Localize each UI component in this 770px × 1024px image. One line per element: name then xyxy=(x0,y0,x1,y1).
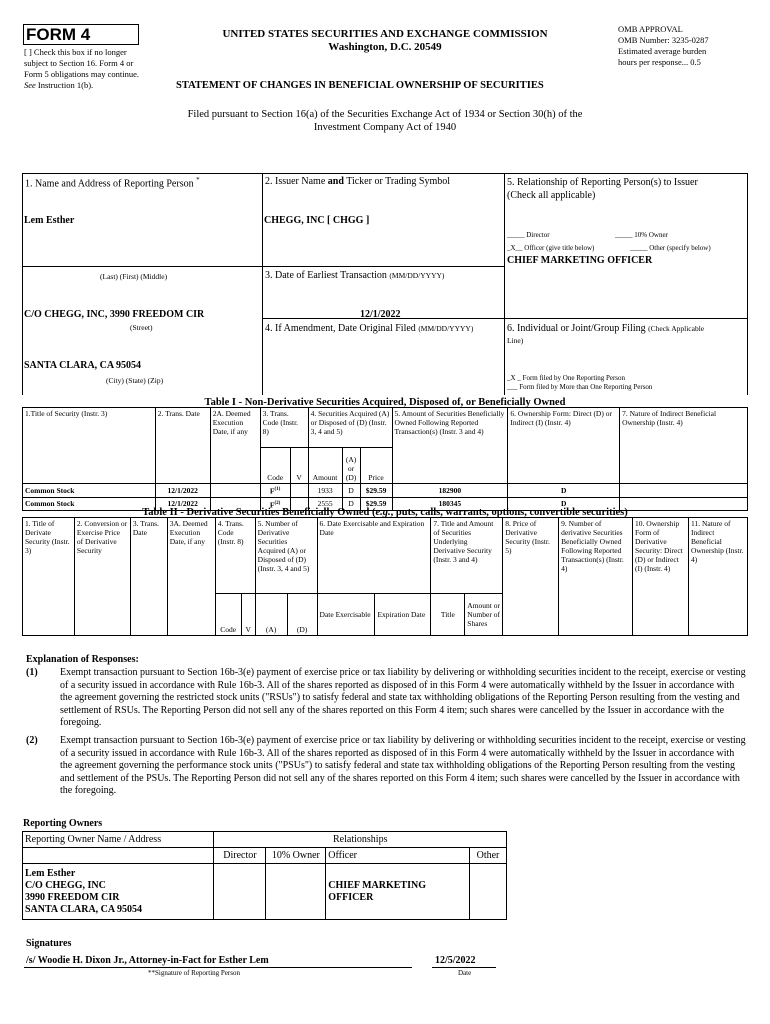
owner-line-2: C/O CHEGG, INC xyxy=(25,879,106,891)
table-row xyxy=(23,864,507,920)
director-option: _____ Director xyxy=(507,231,550,239)
table2-title-b: , puts, calls, warrants, options, convertible securities) xyxy=(390,507,628,518)
t1-r0-code-value: F xyxy=(269,486,275,496)
owners-col-director: Director xyxy=(214,848,266,864)
table2-title-eg: e.g. xyxy=(375,507,391,518)
t1-r0-deemed xyxy=(210,484,260,498)
t1-r0-date: 12/1/2022 xyxy=(155,484,210,498)
box6-label-note2: Line) xyxy=(507,336,524,345)
t2-h-owned: 9. Number of derivative Securities Beneficially Owned Following Reported Transaction(s) (Instr. 4) xyxy=(559,518,633,636)
owner-address xyxy=(23,864,214,920)
box6-label-text: 6. Individual or Joint/Group Filing xyxy=(507,323,646,334)
table-row xyxy=(23,484,748,498)
t1-r0-price: $29.59 xyxy=(360,484,392,498)
t2-h-number: 5. Number of Derivative Securities Acquired (A) or Disposed of (D) (Instr. 3, 4 and 5) xyxy=(255,518,317,594)
top-box-border xyxy=(22,173,748,174)
t2-h-code: 4. Trans. Code (Instr. 8) xyxy=(215,518,255,594)
officer-title: CHIEF MARKETING OFFICER xyxy=(507,255,653,266)
t1-r1-date: 12/1/2022 xyxy=(155,497,210,511)
owners-col-name: Reporting Owner Name / Address xyxy=(23,832,214,848)
box-right-border xyxy=(747,173,748,395)
t1-sub-code: Code xyxy=(260,448,290,484)
omb-line2: OMB Number: 3235-0287 xyxy=(618,35,709,45)
t2-h-conversion: 2. Conversion or Exercise Price of Derivative Security xyxy=(74,518,130,636)
owners-col-officer: Officer xyxy=(326,848,470,864)
box-divider-3 xyxy=(504,318,747,319)
owners-col-other: Other xyxy=(470,848,507,864)
filing-option-more: ___ Form filed by More than One Reporting Person xyxy=(507,383,653,391)
t2-sub-date-ex: Date Exercisable xyxy=(317,594,375,636)
box3-label-fmt: (MM/DD/YYYY) xyxy=(389,271,445,280)
t1-h-title: 1.Title of Security (Instr. 3) xyxy=(23,408,156,484)
t2-h-underlying: 7. Title and Amount of Securities Underlying Derivative Security (Instr. 3 and 4) xyxy=(431,518,503,594)
t1-r1-code-value: F xyxy=(269,500,275,509)
agency-line1: UNITED STATES SECURITIES AND EXCHANGE COMMISSION xyxy=(222,28,548,40)
agency-block xyxy=(190,28,580,54)
owner-line-1: Lem Esther xyxy=(25,867,76,879)
box2-label-a: 2. Issuer Name xyxy=(265,176,328,187)
box1-label xyxy=(25,176,200,189)
t1-sub-v: V xyxy=(290,448,308,484)
t1-r0-title: Common Stock xyxy=(23,484,156,498)
filed-pursuant xyxy=(100,108,670,134)
filed-line2: Investment Company Act of 1940 xyxy=(313,122,457,133)
filed-line1: Filed pursuant to Section 16(a) of the Securities Exchange Act of 1934 or Section 30(h) of the xyxy=(187,109,583,120)
t2-h-title: 1. Title of Derivate Security (Instr. 3) xyxy=(23,518,75,636)
t2-h-form: 10. Ownership Form of Derivative Security: Direct (D) or Indirect (I) (Instr. 4) xyxy=(633,518,689,636)
t1-h-date: 2. Trans. Date xyxy=(155,408,210,484)
t1-r0-form: D xyxy=(508,484,620,498)
t2-sub-exp: Expiration Date xyxy=(375,594,431,636)
owner-line-3: 3990 FREEDOM CIR xyxy=(25,891,120,903)
t1-sub-price: Price xyxy=(360,448,392,484)
table1 xyxy=(22,407,748,511)
t1-r0-aord: D xyxy=(342,484,360,498)
ten-percent-owner-option: _____ 10% Owner xyxy=(615,231,668,239)
box5-left-border xyxy=(504,173,505,395)
box1-left-border xyxy=(22,173,23,395)
t1-h-deemed: 2A. Deemed Execution Date, if any xyxy=(210,408,260,484)
t2-h-exercisable: 6. Date Exercisable and Expiration Date xyxy=(317,518,431,594)
footnote-1-num: (1) xyxy=(26,667,38,678)
box1-label-mark: * xyxy=(196,176,200,184)
box2-label-and: and xyxy=(327,176,344,187)
t2-h-date: 3. Trans. Date xyxy=(130,518,167,636)
t1-h-nature: 7. Nature of Indirect Beneficial Ownership (Instr. 4) xyxy=(620,408,748,484)
table1-title: Table I - Non-Derivative Securities Acquired, Disposed of, or Beneficially Owned xyxy=(204,397,566,408)
t1-r0-code xyxy=(260,484,290,498)
name-caption: (Last) (First) (Middle) xyxy=(100,272,168,281)
form-title: FORM 4 xyxy=(26,25,91,44)
t1-sub-amount: Amount xyxy=(308,448,342,484)
earliest-transaction-date: 12/1/2022 xyxy=(360,309,401,320)
box2-label xyxy=(265,176,450,187)
box5-label-line1: 5. Relationship of Reporting Person(s) to Issuer xyxy=(507,177,698,188)
signature-text: /s/ Woodie H. Dixon Jr., Attorney-in-Fact for Esther Lem xyxy=(26,955,269,966)
owners-col-10pct: 10% Owner xyxy=(266,848,326,864)
other-option: _____ Other (specify below) xyxy=(630,244,711,252)
owners-table xyxy=(22,831,507,920)
reporting-person-name: Lem Esther xyxy=(24,215,75,226)
t1-r0-owned: 182900 xyxy=(392,484,508,498)
check-box-text: [ ] Check this box if no longer subject to Section 16. Form 4 or Form 5 obligations may continue. xyxy=(24,47,139,79)
t2-h-price: 8. Price of Derivative Security (Instr. 5) xyxy=(503,518,559,636)
form-title-box xyxy=(23,24,139,45)
t1-sub-aord: (A) or (D) xyxy=(342,448,360,484)
signature-caption: **Signature of Reporting Person xyxy=(148,969,240,977)
see-word: See xyxy=(24,80,36,90)
owners-col-relationships: Relationships xyxy=(214,832,507,848)
filing-option-one: _X _ Form filed by One Reporting Person xyxy=(507,374,626,382)
t1-h-code: 3. Trans. Code (Instr. 8) xyxy=(260,408,308,448)
box-divider-1 xyxy=(22,266,505,267)
omb-block xyxy=(618,24,709,68)
box4-label-text: 4. If Amendment, Date Original Filed xyxy=(265,323,416,334)
owner-officer-value: CHIEF MARKETING OFFICER xyxy=(326,864,470,920)
box2-left-border xyxy=(262,173,263,395)
omb-line3: Estimated average burden xyxy=(618,46,707,56)
t1-h-owned: 5. Amount of Securities Beneficially Owned Following Reported Transaction(s) (Instr. 3 and 4) xyxy=(392,408,508,484)
t1-r0-amount: 1933 xyxy=(308,484,342,498)
box5-label-line2: (Check all applicable) xyxy=(507,190,596,201)
t2-sub-title: Title xyxy=(431,594,465,636)
omb-line1: OMB APPROVAL xyxy=(618,24,683,34)
city-caption: (City) (State) (Zip) xyxy=(106,376,164,385)
box2-label-b: Ticker or Trading Symbol xyxy=(343,176,451,187)
box1-label-text: 1. Name and Address of Reporting Person xyxy=(25,178,194,190)
t2-sub-code: Code xyxy=(215,594,241,636)
date-underline xyxy=(432,967,496,968)
signature-date: 12/5/2022 xyxy=(435,955,476,966)
t1-r1-title: Common Stock xyxy=(23,497,156,511)
owners-heading: Reporting Owners xyxy=(23,818,103,829)
street-caption: (Street) xyxy=(130,323,153,332)
t2-sub-amount: Amount or Number of Shares xyxy=(465,594,503,636)
instruction-ref: Instruction 1(b). xyxy=(37,80,94,90)
box3-label-text: 3. Date of Earliest Transaction xyxy=(265,270,387,281)
t1-r0-v xyxy=(290,484,308,498)
explanation-heading: Explanation of Responses: xyxy=(26,654,139,665)
footnote-2-num: (2) xyxy=(26,735,38,746)
box6-label xyxy=(507,323,745,347)
omb-line4: hours per response... 0.5 xyxy=(618,57,701,67)
t1-h-form: 6. Ownership Form: Direct (D) or Indirect (I) (Instr. 4) xyxy=(508,408,620,484)
signatures-heading: Signatures xyxy=(26,938,72,949)
t1-r1-owned: 180345 xyxy=(392,497,508,511)
t1-r1-aord: D xyxy=(342,497,360,511)
footnote-1-text: Exempt transaction pursuant to Section 16b-3(e) payment of exercise price or tax liability by delivering or withholding securities incident to the receipt, exercise or vesting of a security issued in accordance with Rule 16b-3. All of the shares reported as disposed of in this Form 4 were automatically withheld by the Issuer in accordance with the agreement governing the restricted stock units ("RSUs") to satisfy federal and state tax withholding obligations of the Reporting Person resulting from the vesting and settlement of RSUs. The Reporting Person did not sell any of the shares reported on this Form 4 item; such shares were cancelled by the Issuer in accordance with the foregoing. xyxy=(60,667,746,729)
agency-line2: Washington, D.C. 20549 xyxy=(328,41,442,53)
statement-title: STATEMENT OF CHANGES IN BENEFICIAL OWNERSHIP OF SECURITIES xyxy=(176,80,544,91)
t2-sub-d: (D) xyxy=(287,594,317,636)
t2-sub-v: V xyxy=(241,594,255,636)
date-caption: Date xyxy=(458,969,472,977)
check-box-note xyxy=(24,47,149,91)
box3-label xyxy=(265,270,444,281)
t1-r1-form: D xyxy=(508,497,620,511)
table2 xyxy=(22,517,748,636)
officer-option: _X__ Officer (give title below) xyxy=(507,244,595,252)
signature-underline xyxy=(24,967,412,968)
reporting-person-city: SANTA CLARA, CA 95054 xyxy=(24,360,142,371)
t1-h-acquired: 4. Securities Acquired (A) or Disposed of (D) (Instr. 3, 4 and 5) xyxy=(308,408,392,448)
owner-line-4: SANTA CLARA, CA 95054 xyxy=(25,903,143,915)
t1-r0-code-note: (1) xyxy=(274,487,281,492)
t1-r0-nature xyxy=(620,484,748,498)
t1-r1-amount: 2555 xyxy=(308,497,342,511)
box4-label xyxy=(265,323,473,334)
t1-r1-code-note: (2) xyxy=(274,500,281,506)
box5-label xyxy=(507,176,698,202)
table2-title-a: Table II - Derivative Securities Beneficially Owned ( xyxy=(142,507,376,518)
t2-h-nature: 11. Nature of Indirect Beneficial Ownership (Instr. 4) xyxy=(688,518,747,636)
t1-r1-price: $29.59 xyxy=(360,497,392,511)
issuer-name: CHEGG, INC [ CHGG ] xyxy=(264,215,370,226)
box4-label-fmt: (MM/DD/YYYY) xyxy=(418,324,474,333)
t2-sub-a: (A) xyxy=(255,594,287,636)
box6-label-note: (Check Applicable xyxy=(648,324,705,333)
footnote-2-text: Exempt transaction pursuant to Section 16b-3(e) payment of exercise price or tax liability by delivering or withholding securities incident to the receipt, exercise or vesting of a security issued in accordance with Rule 16b-3. All of the shares reported as disposed of in this Form 4 were automatically withheld by the Issuer in accordance with the agreement governing the performance stock units ("PSUs") to satisfy federal and state tax withholding obligations of the Reporting Person resulting from the vesting and settlement of the PSUs. The Reporting Person did not sell any of the shares reported on this Form 4 item; such shares were cancelled by the Issuer in accordance with the foregoing. xyxy=(60,735,746,797)
t2-h-deemed: 3A. Deemed Execution Date, if any xyxy=(167,518,215,636)
reporting-person-street: C/O CHEGG, INC, 3990 FREEDOM CIR xyxy=(24,309,205,320)
